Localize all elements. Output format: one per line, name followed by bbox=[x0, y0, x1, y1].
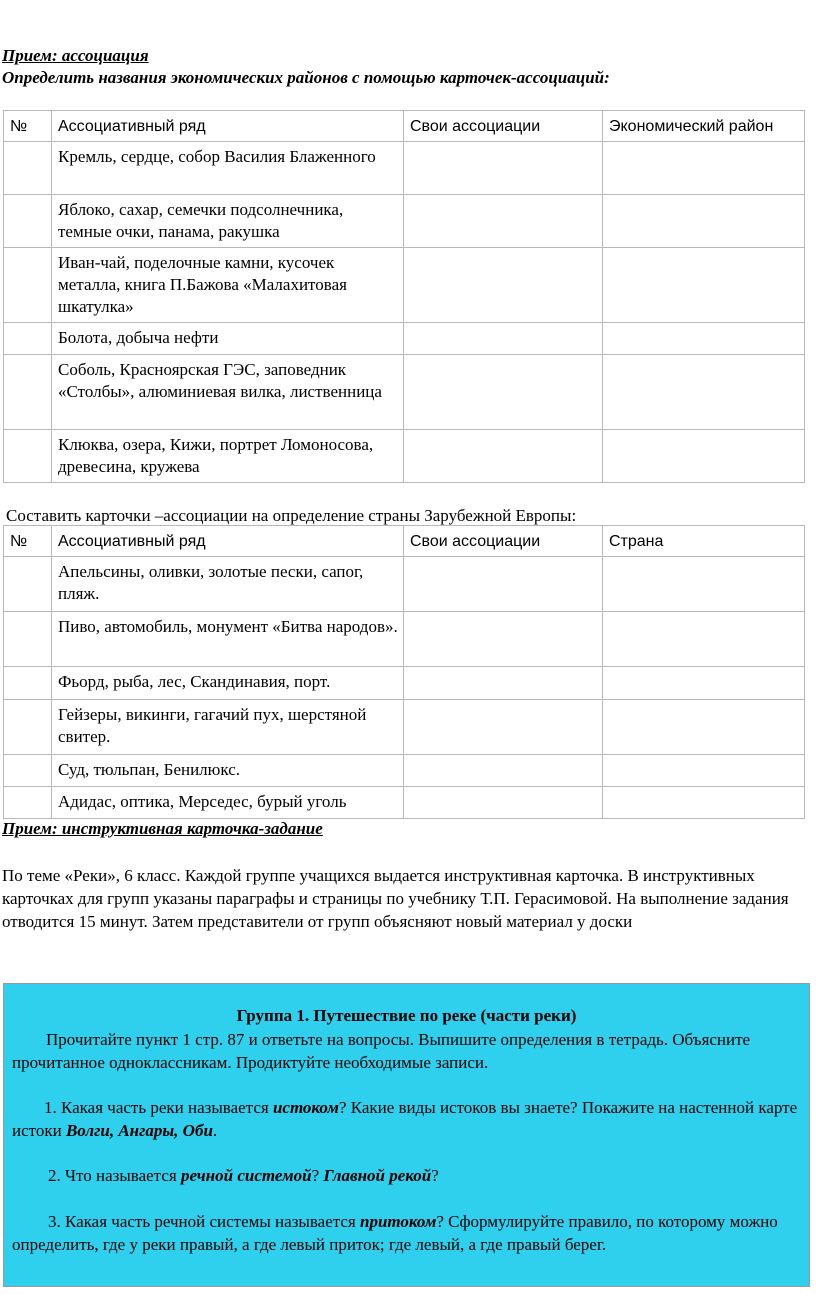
table-row bbox=[4, 755, 805, 787]
table-header-row bbox=[4, 111, 805, 142]
answer-cell[interactable] bbox=[603, 667, 805, 700]
q1-text-c: ? Какие виды истоков вы знаете? Покажите на настенной карте истоки bbox=[12, 1098, 798, 1140]
table-header-row bbox=[4, 526, 805, 557]
association-cell: Гейзеры, викинги, гагачий пух, шерстяной свитер. bbox=[52, 700, 404, 755]
table-row bbox=[4, 700, 805, 755]
answer-cell[interactable] bbox=[603, 787, 805, 819]
answer-cell[interactable] bbox=[404, 142, 603, 195]
association-cell: Болота, добыча нефти bbox=[52, 323, 404, 355]
q1-rivers: Волги, Ангары, Оби bbox=[65, 1121, 213, 1140]
q1-text-a: 1. Какая часть реки называется bbox=[44, 1098, 273, 1117]
q1-term: истоком bbox=[272, 1098, 339, 1117]
association-cell: Кремль, сердце, собор Василия Блаженного bbox=[52, 142, 404, 195]
countries-table bbox=[3, 525, 805, 819]
answer-cell[interactable] bbox=[404, 700, 603, 755]
answer-cell[interactable] bbox=[603, 612, 805, 667]
answer-cell[interactable] bbox=[603, 142, 805, 195]
answer-cell[interactable] bbox=[404, 430, 603, 483]
table-row bbox=[4, 355, 805, 430]
association-cell: Яблоко, сахар, семечки подсолнечника, темные очки, панама, ракушка bbox=[52, 195, 404, 248]
table-row bbox=[4, 667, 805, 700]
answer-cell[interactable] bbox=[404, 355, 603, 430]
answer-cell[interactable] bbox=[603, 195, 805, 248]
question-1 bbox=[12, 1096, 802, 1142]
table-row bbox=[4, 142, 805, 195]
table-row bbox=[4, 248, 805, 323]
table-row bbox=[4, 430, 805, 483]
q2-term1: речной системой bbox=[180, 1166, 312, 1185]
association-cell: Фьорд, рыба, лес, Скандинавия, порт. bbox=[52, 667, 404, 700]
answer-cell[interactable] bbox=[603, 755, 805, 787]
association-cell: Суд, тюльпан, Бенилюкс. bbox=[52, 755, 404, 787]
q3-text-c: ? Сформулируйте правило, по которому можно определить, где у реки правый, а где левый приток; где левый, а где правый берег. bbox=[12, 1212, 778, 1254]
instruction-card-group1 bbox=[3, 983, 810, 1287]
question-2 bbox=[12, 1164, 802, 1187]
col-own-associations: Свои ассоциации bbox=[404, 526, 603, 557]
association-cell: Адидас, оптика, Мерседес, бурый уголь bbox=[52, 787, 404, 819]
q1-text-e: . bbox=[212, 1121, 218, 1140]
answer-cell[interactable] bbox=[603, 557, 805, 612]
question-3 bbox=[12, 1210, 802, 1256]
association-cell: Клюква, озера, Кижи, портрет Ломоносова, древесина, кружева bbox=[52, 430, 404, 483]
table-row bbox=[4, 557, 805, 612]
q3-term: притоком bbox=[360, 1212, 437, 1231]
answer-cell[interactable] bbox=[603, 430, 805, 483]
table-row bbox=[4, 323, 805, 355]
q2-text-e: ? bbox=[431, 1166, 439, 1185]
col-economic-region: Экономический район bbox=[603, 111, 805, 142]
answer-cell[interactable] bbox=[603, 248, 805, 323]
col-country: Страна bbox=[603, 526, 805, 557]
section-title-association: Прием: ассоциация bbox=[2, 46, 149, 65]
regions-table bbox=[3, 110, 805, 483]
answer-cell[interactable] bbox=[404, 557, 603, 612]
table-row bbox=[4, 787, 805, 819]
q3-text-a: 3. Какая часть речной системы называется bbox=[48, 1212, 360, 1231]
association-cell: Апельсины, оливки, золотые пески, сапог, пляж. bbox=[52, 557, 404, 612]
answer-cell[interactable] bbox=[603, 355, 805, 430]
col-own-associations: Свои ассоциации bbox=[404, 111, 603, 142]
q2-text-c: ? bbox=[311, 1166, 324, 1185]
task-title-countries: Составить карточки –ассоциации на определение страны Зарубежной Европы: bbox=[6, 506, 577, 525]
task-title-regions: Определить названия экономических районов с помощью карточек-ассоциаций: bbox=[2, 68, 610, 87]
col-number: № bbox=[4, 526, 52, 557]
association-cell: Соболь, Красноярская ГЭС, заповедник «Столбы», алюминиевая вилка, лиственница bbox=[52, 355, 404, 430]
answer-cell[interactable] bbox=[404, 195, 603, 248]
answer-cell[interactable] bbox=[404, 612, 603, 667]
col-association-row: Ассоциативный ряд bbox=[52, 111, 404, 142]
card-title: Группа 1. Путешествие по реке (части реки) bbox=[236, 1006, 577, 1025]
answer-cell[interactable] bbox=[404, 248, 603, 323]
association-cell: Пиво, автомобиль, монумент «Битва народов». bbox=[52, 612, 404, 667]
answer-cell[interactable] bbox=[603, 700, 805, 755]
col-association-row: Ассоциативный ряд bbox=[52, 526, 404, 557]
answer-cell[interactable] bbox=[404, 667, 603, 700]
intro-paragraph: По теме «Реки», 6 класс. Каждой группе учащихся выдается инструктивная карточка. В инструктивных карточках для групп указаны параграфы и страницы по учебнику Т.П. Герасимовой. На выполнение задания отводится 15 минут. Затем представители от групп объясняют новый материал у доски bbox=[2, 866, 789, 931]
answer-cell[interactable] bbox=[404, 323, 603, 355]
q2-term2: Главной рекой bbox=[323, 1166, 432, 1185]
table-row bbox=[4, 195, 805, 248]
col-number: № bbox=[4, 111, 52, 142]
table-row bbox=[4, 612, 805, 667]
answer-cell[interactable] bbox=[404, 755, 603, 787]
answer-cell[interactable] bbox=[404, 787, 603, 819]
association-cell: Иван-чай, поделочные камни, кусочек металла, книга П.Бажова «Малахитовая шкатулка» bbox=[52, 248, 404, 323]
card-instructions: Прочитайте пункт 1 стр. 87 и ответьте на вопросы. Выпишите определения в тетрадь. Объясните прочитанное одноклассникам. Продиктуйте необходимые записи. bbox=[12, 1030, 751, 1072]
q2-text-a: 2. Что называется bbox=[48, 1166, 181, 1185]
answer-cell[interactable] bbox=[603, 323, 805, 355]
section-title-instruction-card: Прием: инструктивная карточка-задание bbox=[2, 819, 323, 838]
